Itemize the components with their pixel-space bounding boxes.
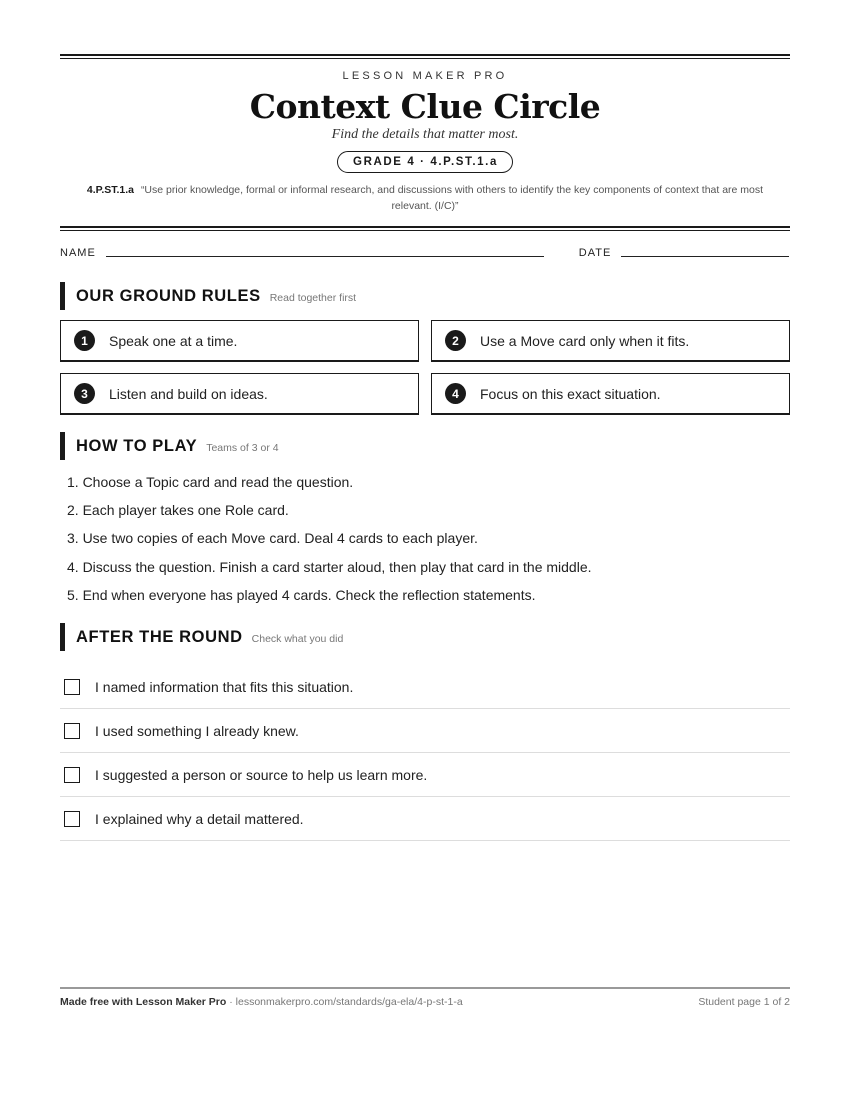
checklist-item: [60, 753, 790, 797]
standard-description: [70, 182, 780, 214]
brand-name: LESSON MAKER PRO: [342, 70, 508, 82]
name-field[interactable]: [106, 255, 544, 257]
grade-badge: GRADE 4 · 4.P.ST.1.a: [337, 151, 513, 173]
page-title: Context Clue Circle: [249, 87, 601, 126]
checklist-text: I explained why a detail mattered.: [95, 810, 304, 827]
footer-made-with: Made free with Lesson Maker Pro: [60, 996, 227, 1008]
ground-rules-subtitle: Read together first: [269, 292, 357, 304]
ground-rules-heading: [60, 282, 790, 310]
checklist-item: [60, 709, 790, 753]
ground-rules-title: OUR GROUND RULES: [76, 287, 261, 305]
ground-rules-grid: [60, 320, 790, 415]
name-date-row: [60, 248, 790, 259]
top-double-rule: [60, 54, 790, 59]
checklist-item: [60, 797, 790, 841]
header-bottom-double-rule: [60, 226, 790, 231]
how-to-play-steps: [67, 468, 790, 609]
footer-page-number: Student page 1 of 2: [698, 996, 790, 1008]
ground-rule-card: [60, 320, 419, 362]
ground-rule-card: [431, 320, 790, 362]
ground-rule-card: [60, 373, 419, 415]
rule-text: Focus on this exact situation.: [480, 385, 661, 402]
date-label: DATE: [578, 247, 612, 259]
after-round-title: AFTER THE ROUND: [76, 628, 243, 647]
reflection-checklist: [60, 665, 790, 841]
footer-credit: [60, 996, 463, 1008]
name-label: NAME: [60, 247, 96, 259]
how-to-play-title: HOW TO PLAY: [76, 437, 198, 455]
step-item: 3. Use two copies of each Move card. Deal 4 cards to each player.: [67, 530, 478, 547]
standard-text: “Use prior knowledge, formal or informal research, and discussions with others to identify the key components of context that are most relevant. (I/C)”: [140, 184, 764, 212]
date-field[interactable]: [621, 255, 789, 257]
after-round-heading: [60, 623, 790, 651]
checkbox[interactable]: [64, 723, 80, 739]
how-to-play-heading: [60, 432, 790, 460]
step-item: 1. Choose a Topic card and read the question.: [67, 474, 354, 490]
standard-code: 4.P.ST.1.a: [86, 184, 135, 196]
step-item: 5. End when everyone has played 4 cards. Check the reflection statements.: [67, 586, 536, 603]
checklist-item: [60, 665, 790, 709]
rule-number-badge: 2: [445, 330, 466, 351]
page-footer: [60, 987, 790, 1008]
checkbox[interactable]: [64, 767, 80, 783]
worksheet-page: [60, 54, 790, 841]
checklist-text: I used something I already knew.: [95, 722, 299, 739]
checkbox[interactable]: [64, 811, 80, 827]
rule-number-badge: 4: [445, 383, 466, 404]
step-item: 4. Discuss the question. Finish a card starter aloud, then play that card in the middle.: [67, 558, 592, 575]
rule-number-badge: 1: [74, 330, 95, 351]
step-item: 2. Each player takes one Role card.: [67, 502, 289, 519]
rule-number-badge: 3: [74, 383, 95, 404]
page-subtitle: Find the details that matter most.: [331, 127, 519, 142]
ground-rule-card: [431, 373, 790, 415]
after-round-subtitle: Check what you did: [251, 633, 344, 646]
rule-text: Use a Move card only when it fits.: [480, 332, 690, 349]
checkbox[interactable]: [64, 679, 80, 695]
checklist-text: I named information that fits this situation.: [95, 678, 354, 695]
footer-url[interactable]: · lessonmakerpro.com/standards/ga-ela/4-p-st-1-a: [226, 996, 463, 1008]
rule-text: Listen and build on ideas.: [109, 385, 268, 402]
checklist-text: I suggested a person or source to help us learn more.: [95, 766, 428, 783]
rule-text: Speak one at a time.: [109, 332, 238, 349]
how-to-play-subtitle: Teams of 3 or 4: [206, 442, 279, 454]
